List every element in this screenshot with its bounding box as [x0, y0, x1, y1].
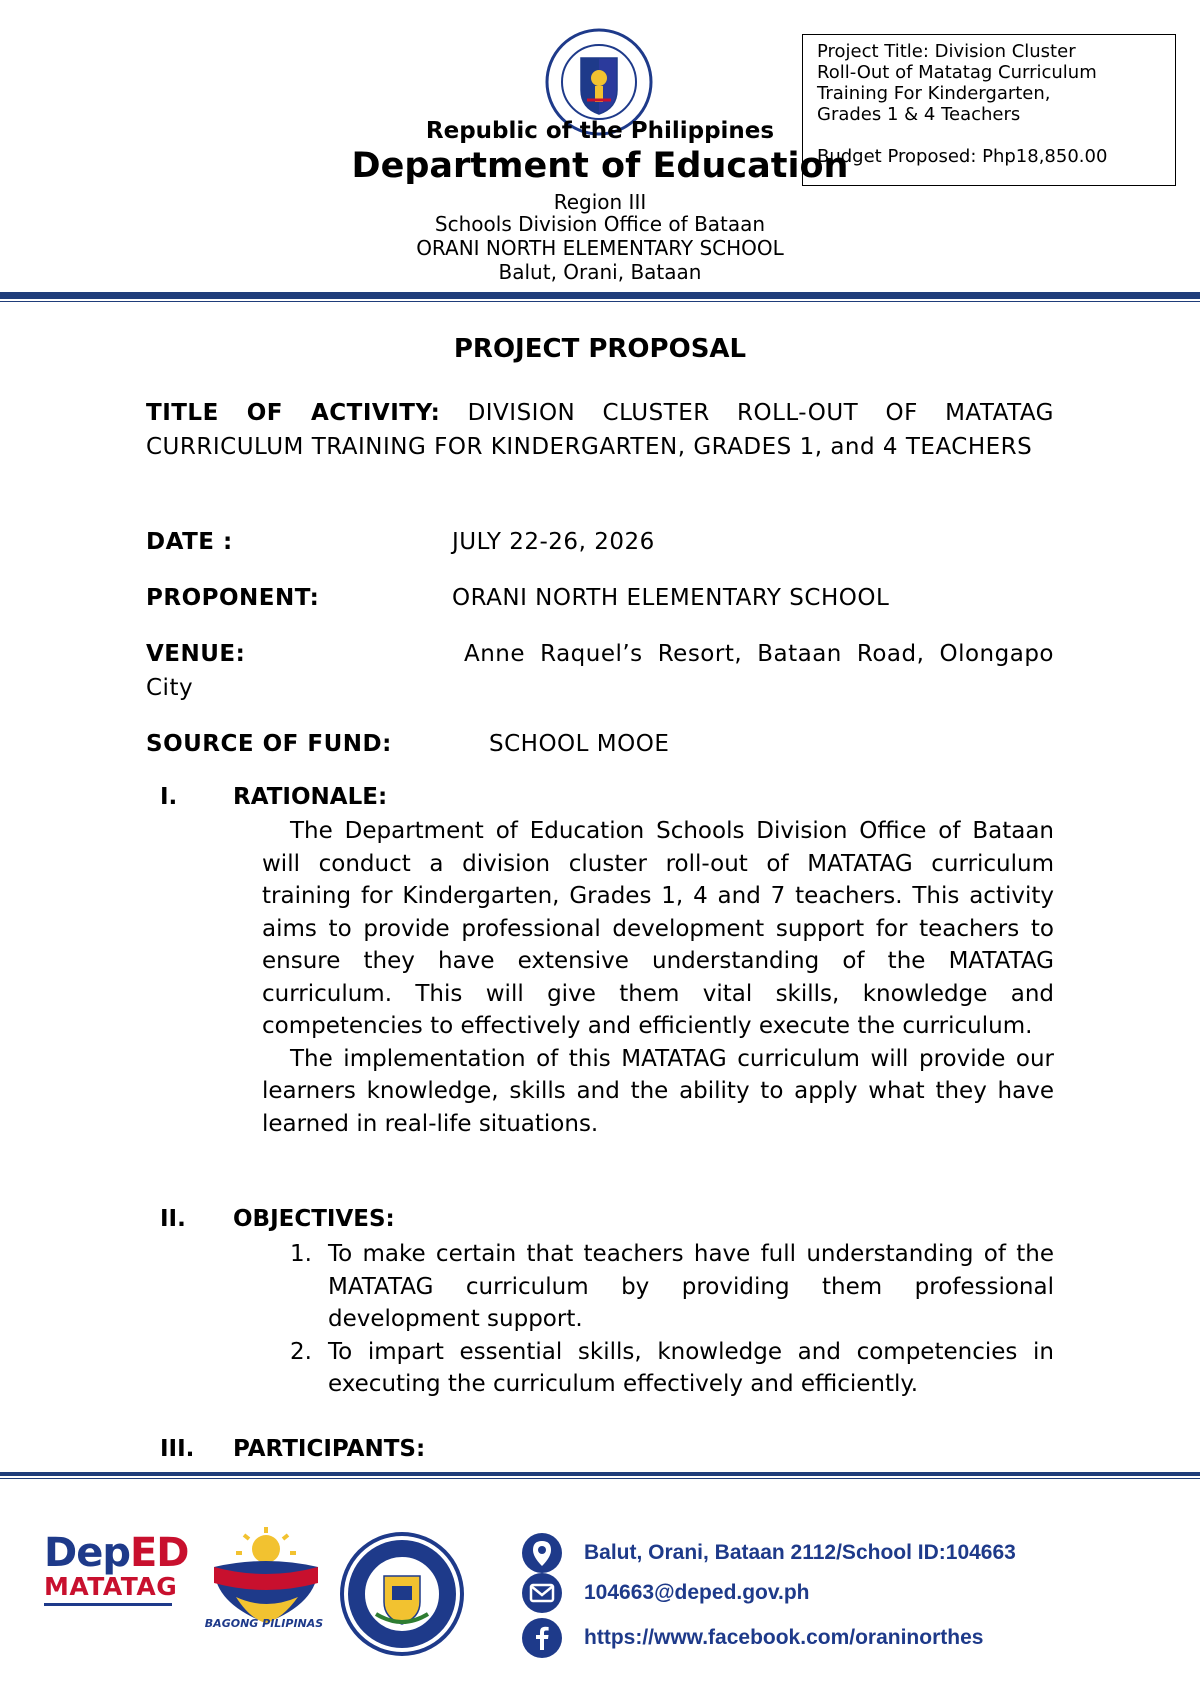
- project-title-line: Roll-Out of Matatag Curriculum: [817, 62, 1097, 83]
- school-name: ORANI NORTH ELEMENTARY SCHOOL: [416, 236, 784, 260]
- date-row: [146, 525, 1054, 559]
- venue-row: [146, 637, 1054, 705]
- title-of-activity: [146, 396, 1054, 464]
- proponent-row: [146, 581, 1054, 615]
- budget-proposed: Budget Proposed: Php18,850.00: [817, 146, 1108, 167]
- footer-address-row: [522, 1533, 1016, 1573]
- project-title-line: Training For Kindergarten,: [817, 83, 1051, 104]
- proponent-value: ORANI NORTH ELEMENTARY SCHOOL: [452, 585, 890, 611]
- bagong-pilipinas-logo: [206, 1525, 326, 1629]
- bagong-pilipinas-label: BAGONG PILIPINAS: [204, 1617, 324, 1630]
- matatag-wordmark: MATATAG: [44, 1572, 178, 1601]
- section-title-objectives: OBJECTIVES:: [233, 1206, 395, 1232]
- footer-divider: [0, 1472, 1200, 1476]
- footer-email-row: [522, 1573, 810, 1613]
- objective-item: [290, 1238, 1054, 1336]
- location-pin-icon: [522, 1533, 562, 1573]
- republic-heading: Republic of the Philippines: [425, 118, 775, 144]
- footer-facebook-link[interactable]: https://www.facebook.com/oraninorthes: [584, 1626, 984, 1649]
- section-number: II.: [160, 1206, 186, 1232]
- region-label: Region III: [553, 190, 647, 214]
- objective-item: [290, 1336, 1054, 1401]
- venue-label: VENUE:: [146, 641, 246, 667]
- facebook-icon: [522, 1618, 562, 1658]
- header-divider: [0, 292, 1200, 299]
- objective-text: To make certain that teachers have full understanding of the MATATAG curriculum by providing them professional development support.: [328, 1241, 1054, 1332]
- objectives-list: [290, 1238, 1054, 1401]
- section-number: III.: [160, 1436, 195, 1462]
- rationale-paragraph: The Department of Education Schools Division Office of Bataan will conduct a division cluster roll-out of MATATAG curriculum training for Kindergarten, Grades 1, 4 and 7 teachers. This activity aims to provide professional development support for teachers to ensure they have extensive understanding of the MATATAG curriculum. This will give them vital skills, knowledge and competencies to effectively and efficiently execute the curriculum.: [262, 818, 1054, 1039]
- footer-divider-thin: [0, 1478, 1200, 1479]
- project-summary-box: [802, 34, 1176, 186]
- footer-address: Balut, Orani, Bataan 2112/School ID:104663: [584, 1541, 1016, 1564]
- venue-value: Anne Raquel’s Resort, Bataan Road, Olongapo: [464, 641, 1054, 667]
- project-title-line: Project Title: Division Cluster: [817, 41, 1076, 62]
- deped-wordmark: DepED: [44, 1530, 189, 1576]
- school-seal-logo: [338, 1530, 466, 1658]
- division-label: Schools Division Office of Bataan: [434, 212, 766, 236]
- header-divider-thin: [0, 301, 1200, 302]
- logo-underline: [44, 1603, 172, 1606]
- title-value: DIVISION CLUSTER ROLL-OUT OF MATATAG CURRICULUM TRAINING FOR KINDERGARTEN, GRADES 1, and 4 TEACHERS: [146, 400, 1054, 460]
- footer-email-link[interactable]: 104663@deped.gov.ph: [584, 1581, 810, 1604]
- objective-number: 1.: [290, 1241, 312, 1267]
- date-value: JULY 22-26, 2026: [452, 529, 655, 555]
- venue-value-city: City: [146, 675, 194, 701]
- document-heading: PROJECT PROPOSAL: [453, 334, 747, 364]
- department-heading: Department of Education: [351, 146, 849, 186]
- title-label: TITLE OF ACTIVITY:: [146, 400, 441, 426]
- objective-text: To impart essential skills, knowledge and competencies in executing the curriculum effectively and efficiently.: [328, 1338, 1054, 1397]
- deped-matatag-logo: [44, 1530, 189, 1606]
- rationale-paragraph: The implementation of this MATATAG curriculum will provide our learners knowledge, skills and the ability to apply what they have learned in real-life situations.: [262, 1045, 1054, 1137]
- fund-label: SOURCE OF FUND:: [146, 731, 392, 757]
- email-icon: [522, 1573, 562, 1613]
- fund-value: SCHOOL MOOE: [489, 731, 670, 757]
- project-title-line: Grades 1 & 4 Teachers: [817, 104, 1021, 125]
- section-title-rationale: RATIONALE:: [233, 784, 388, 810]
- date-label: DATE :: [146, 529, 233, 555]
- objective-number: 2.: [290, 1338, 312, 1365]
- school-address: Balut, Orani, Bataan: [498, 260, 702, 284]
- fund-row: [146, 727, 1054, 761]
- proponent-label: PROPONENT:: [146, 585, 320, 611]
- rationale-text: [262, 815, 1054, 1140]
- footer-facebook-row: [522, 1618, 983, 1658]
- section-title-participants: PARTICIPANTS:: [233, 1436, 426, 1462]
- section-number: I.: [160, 784, 178, 810]
